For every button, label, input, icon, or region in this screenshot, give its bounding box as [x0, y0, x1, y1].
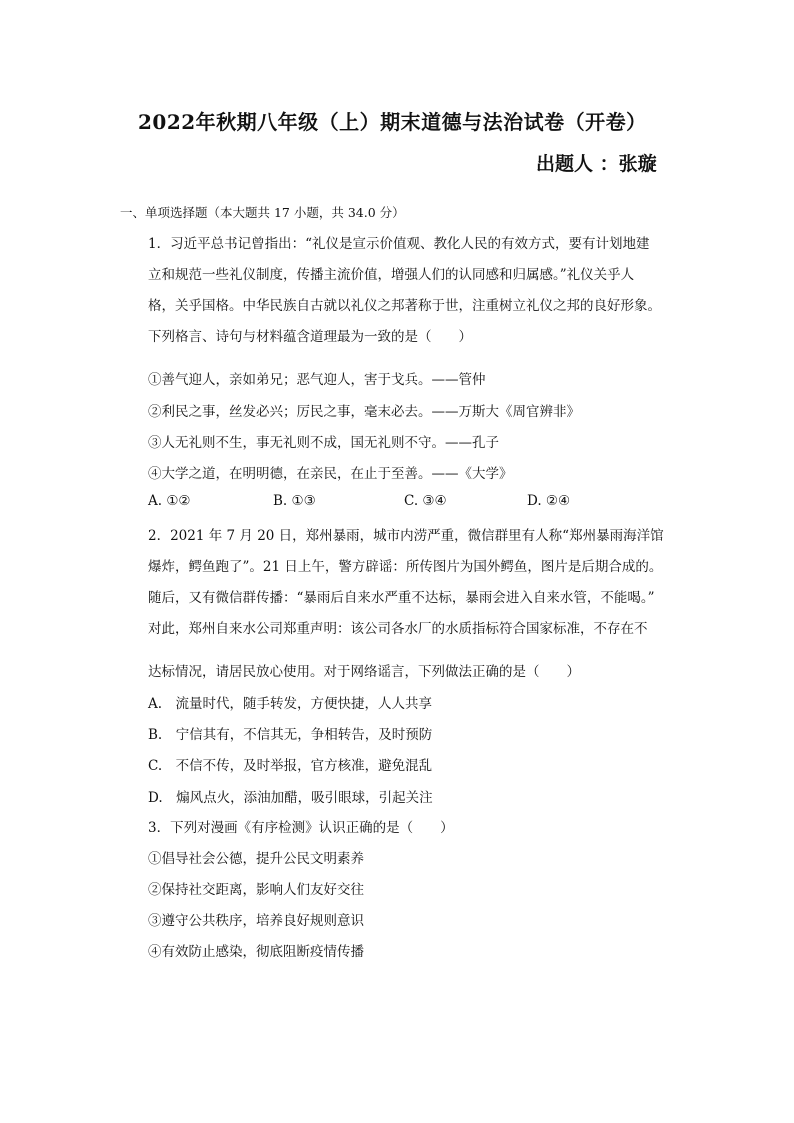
question-1-option-c[interactable]: C. ③④	[404, 493, 447, 509]
question-3-statement: ①倡导社会公德，提升公民文明素养	[148, 851, 364, 867]
question-1-stem-line: 立和规范一些礼仪制度，传播主流价值，增强人们的认同感和归属感。”礼仪关乎人	[148, 267, 635, 283]
question-1-statement: ②利民之事，丝发必兴；厉民之事，毫末必去。——万斯大《周官辨非》	[148, 404, 580, 420]
question-2-option-c[interactable]: C. 不信不传，及时举报，官方核准，避免混乱	[148, 758, 433, 774]
question-1-stem-line: 下列格言、诗句与材料蕴含道理最为一致的是（ ）	[148, 329, 472, 345]
question-2-option-d[interactable]: D. 煽风点火，添油加醋，吸引眼球，引起关注	[148, 790, 433, 806]
exam-author: 出题人 ：张璇	[536, 153, 657, 175]
question-2-option-b[interactable]: B. 宁信其有，不信其无，争相转告，及时预防	[148, 727, 433, 743]
question-1-stem-line: 1．习近平总书记曾指出：“礼仪是宣示价值观、教化人民的有效方式，要有计划地建	[148, 236, 650, 252]
question-3-statement: ④有效防止感染，彻底阻断疫情传播	[148, 944, 364, 960]
question-1-statement: ④大学之道，在明明德，在亲民，在止于至善。——《大学》	[148, 466, 513, 482]
question-1-option-b[interactable]: B. ①③	[273, 493, 316, 509]
question-2-stem-line: 达标情况，请居民放心使用。对于网络谣言，下列做法正确的是（ ）	[148, 664, 580, 680]
question-1-stem-line: 格，关乎国格。中华民族自古就以礼仪之邦著称于世，注重树立礼仪之邦的良好形象。	[148, 298, 661, 314]
question-1-statement: ①善气迎人，亲如弟兄；恶气迎人，害于戈兵。——管仲	[148, 372, 486, 388]
question-3-stem-line: 3．下列对漫画《有序检测》认识正确的是（ ）	[148, 820, 454, 836]
section-heading: 一、单项选择题（本大题共 17 小题，共 34.0 分）	[120, 205, 405, 220]
question-2-stem-line: 2．2021 年 7 月 20 日，郑州暴雨，城市内涝严重，微信群里有人称“郑州暴雨海洋馆	[148, 528, 664, 544]
question-3-statement: ②保持社交距离，影响人们友好交往	[148, 882, 364, 898]
question-1-option-d[interactable]: D. ②④	[527, 493, 571, 509]
question-1-statement: ③人无礼则不生，事无礼则不成，国无礼则不守。——孔子	[148, 435, 499, 451]
question-3-statement: ③遵守公共秩序，培养良好规则意识	[148, 913, 364, 929]
question-1-option-a[interactable]: A. ①②	[148, 493, 191, 509]
question-2-stem-line: 对此，郑州自来水公司郑重声明：该公司各水厂的水质指标符合国家标准，不存在不	[148, 621, 648, 637]
exam-title: 2022年秋期八年级（上）期末道德与法治试卷（开卷）	[138, 110, 647, 134]
question-2-stem-line: 爆炸，鳄鱼跑了”。21 日上午，警方辟谣：所传图片为国外鳄鱼，图片是后期合成的。	[148, 559, 663, 575]
question-2-option-a[interactable]: A. 流量时代，随手转发，方便快捷，人人共享	[148, 696, 433, 712]
question-2-stem-line: 随后，又有微信群传播：“暴雨后自来水严重不达标，暴雨会进入自来水管，不能喝。”	[148, 590, 655, 606]
